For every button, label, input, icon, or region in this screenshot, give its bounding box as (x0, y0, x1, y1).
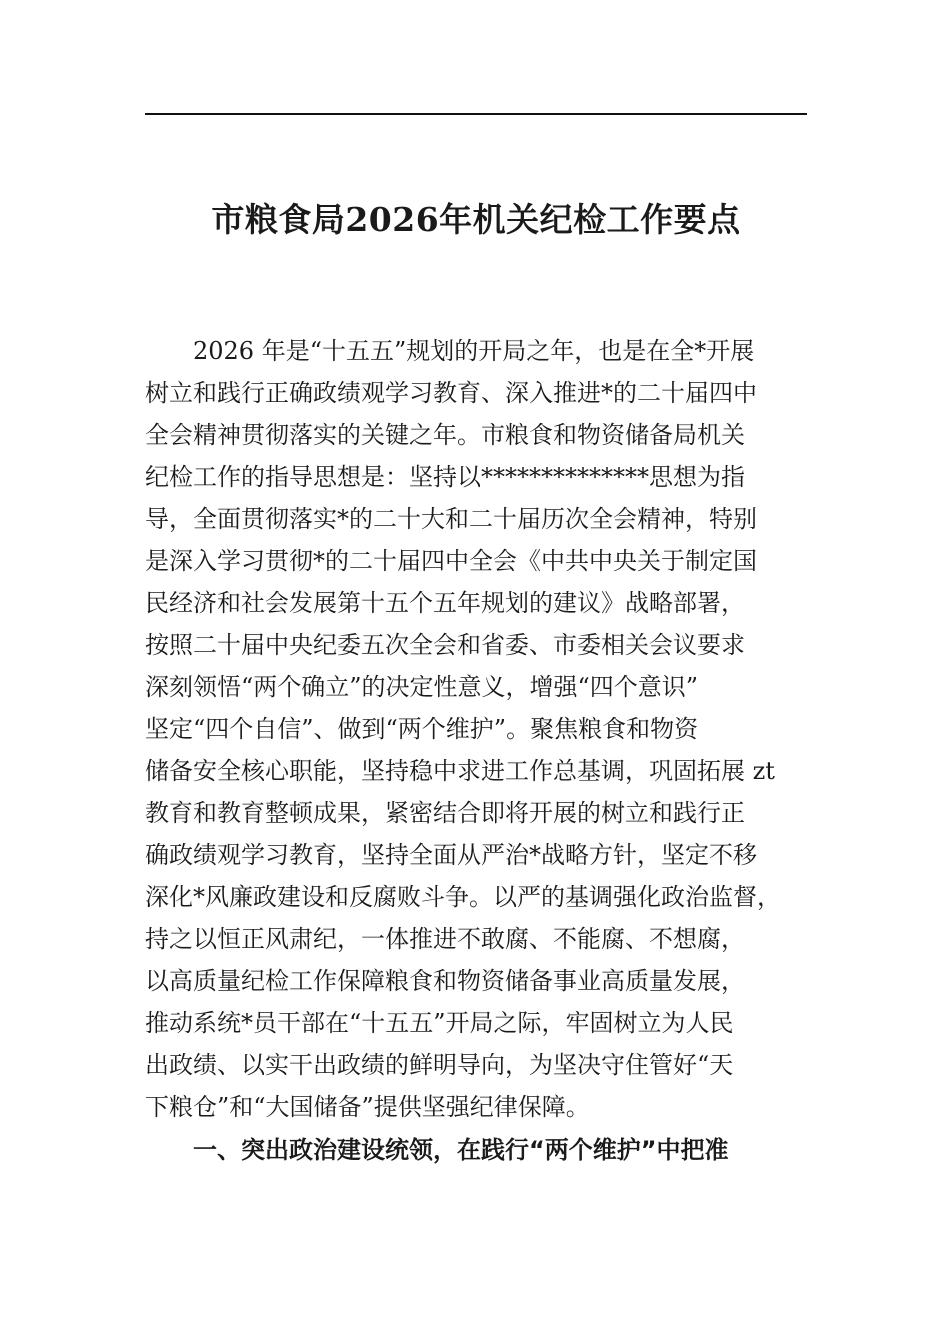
section-heading: 一、突出政治建设统领，在践行“两个维护”中把准 (193, 1136, 729, 1164)
paragraph-line: 教育和教育整顿成果，紧密结合即将开展的树立和践行正 (145, 799, 745, 827)
document-title: 市粮食局2026年机关纪检工作要点 (211, 200, 741, 239)
paragraph-line: 深化*风廉政建设和反腐败斗争。以严的基调强化政治监督， (145, 883, 781, 911)
paragraph-line: 按照二十届中央纪委五次全会和省委、市委相关会议要求 (145, 631, 745, 659)
paragraph-line: 坚定“四个自信”、做到“两个维护”。聚焦粮食和物资 (145, 715, 699, 743)
paragraph-line: 是深入学习贯彻*的二十届四中全会《中共中央关于制定国 (145, 547, 757, 575)
paragraph-line: 民经济和社会发展第十五个五年规划的建议》战略部署， (145, 589, 745, 617)
paragraph-line: 导，全面贯彻落实*的二十大和二十届历次全会精神，特别 (145, 505, 757, 533)
paragraph-line: 持之以恒正风肃纪，一体推进不敢腐、不能腐、不想腐， (145, 925, 745, 953)
paragraph-line: 2026 年是“十五五”规划的开局之年，也是在全*开展 (193, 337, 755, 365)
paragraph-line: 树立和践行正确政绩观学习教育、深入推进*的二十届四中 (145, 379, 757, 407)
paragraph-line: 储备安全核心职能，坚持稳中求进工作总基调，巩固拓展 zt (145, 757, 775, 785)
paragraph-line: 全会精神贯彻落实的关键之年。市粮食和物资储备局机关 (145, 421, 745, 449)
paragraph-line: 确政绩观学习教育，坚持全面从严治*战略方针，坚定不移 (145, 841, 757, 869)
paragraph-line: 以高质量纪检工作保障粮食和物资储备事业高质量发展， (145, 967, 745, 995)
paragraph-line: 纪检工作的指导思想是：坚持以**************思想为指 (145, 463, 745, 491)
paragraph-line: 深刻领悟“两个确立”的决定性意义，增强“四个意识” (145, 673, 699, 701)
header-rule (145, 113, 807, 115)
paragraph-line: 推动系统*员干部在“十五五”开局之际，牢固树立为人民 (145, 1009, 734, 1037)
paragraph-line: 下粮仓”和“大国储备”提供坚强纪律保障。 (145, 1093, 590, 1121)
paragraph-line: 出政绩、以实干出政绩的鲜明导向，为坚决守住管好“天 (145, 1051, 734, 1079)
body-paragraph (145, 330, 815, 1172)
